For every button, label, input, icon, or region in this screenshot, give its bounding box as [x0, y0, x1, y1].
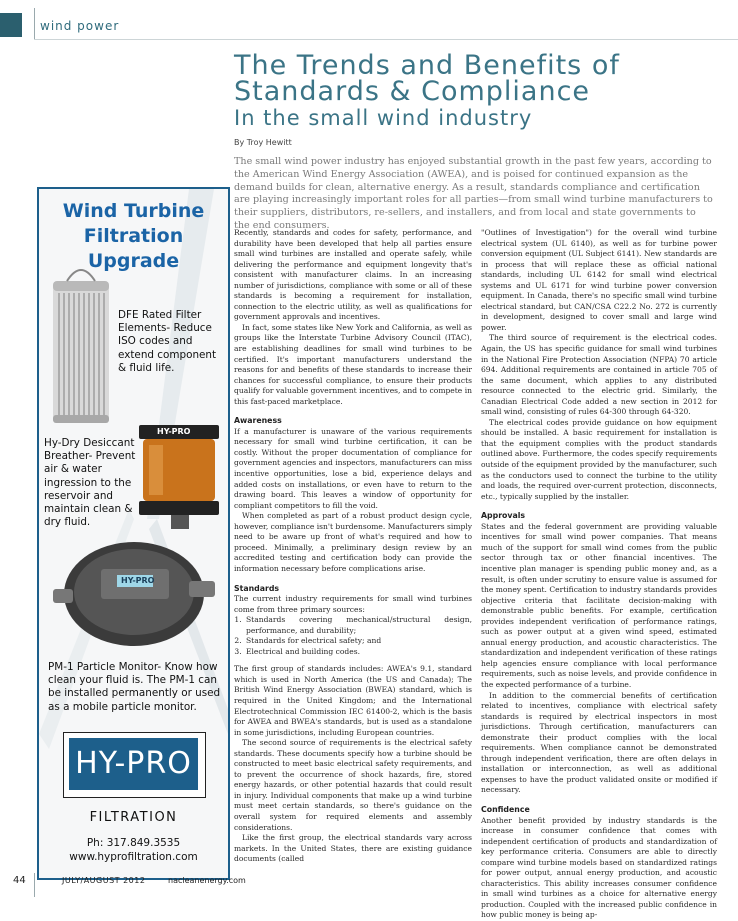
standards-list — [234, 615, 472, 657]
section-color-block — [0, 13, 22, 37]
filter-element-image — [53, 270, 109, 423]
section-heading-confidence: Confidence — [481, 804, 530, 814]
particle-monitor-description: PM-1 Particle Monitor- Know how clean your fluid is. The PM-1 can be installed permanently or used as a mobile particle monitor. — [48, 661, 221, 713]
byline: By Troy Hewitt — [234, 138, 292, 147]
ad-headline: Wind Turbine Filtration Upgrade — [62, 200, 205, 272]
issue-date: JULY/AUGUST 2012 — [62, 876, 146, 885]
magazine-website: nacleanenergy.com — [168, 876, 246, 885]
article-subtitle: In the small wind industry — [234, 106, 533, 130]
header-rule — [34, 39, 738, 40]
intro-paragraph: The small wind power industry has enjoyed substantial growth in the past few years, according to the American Wind Energy Association (AWEA), and is poised for continued expansion as the demand builds for clean, alternative energy. As a result, standards compliance and certification are playing increasingly important roles for all parties—from small wind turbine manufacturers to their suppliers, distributors, re-sellers, and installers, and from local and state governments to the end consumers. — [234, 156, 713, 231]
article-column-1 — [234, 228, 472, 865]
section-heading-awareness: Awareness — [234, 416, 282, 426]
filter-element-description: DFE Rated Filter Elements- Reduce ISO codes and extend component & fluid life. — [118, 309, 217, 374]
paragraph: In fact, some states like New York and California, as well as groups like the Interstate Turbine Advisory Council (ITAC), are establishing deadlines for small wind turbines to be certified. It's important manufacturers understand the reasons for and benefits of these standards to increase their chances for successful compliance, to ensure their products qualify for valuable government incentives, and to compete in this fast-paced marketplace. — [234, 322, 472, 406]
paragraph: The third source of requirement is the electrical codes. Again, the US has specific guidance for small wind turbines in the National Fire Protection Association (NFPA) 70 article 694. Additional requirements are contained in article 705 of the same document, which applies to any distributed resource connected to the electric grid. Similarly, the Canadian Electrical Code added a new section in 2012 for small wind, consisting of rules 64-300 through 64-320. — [481, 333, 717, 417]
paragraph: The current industry requirements for small wind turbines come from three primary sources: — [234, 594, 472, 614]
section-heading-standards: Standards — [234, 583, 280, 593]
paragraph: If a manufacturer is unaware of the various requirements necessary for small wind turbine certification, it can be costly. Without the proper documentation of compliance for government agencies and inspectors, manufacturers can miss incentive opportunities, lose a bid, experience delays and added costs on installations, or even have to return to the drawing board. This leaves a window of opportunity for compliant competitors to fill the void. — [234, 426, 472, 510]
logo-subtitle: FILTRATION — [89, 810, 178, 825]
list-item: 1. Standards covering mechanical/structural design, performance, and durability; — [244, 615, 472, 636]
section-label: wind power — [40, 19, 120, 33]
ad-website-link[interactable]: www.hyprofiltration.com — [69, 851, 198, 863]
list-item: 2. Standards for electrical safety; and — [244, 636, 472, 647]
hy-pro-advertisement[interactable] — [37, 187, 230, 880]
footer-divider — [34, 873, 35, 897]
breather-image — [139, 425, 219, 529]
ad-phone: Ph: 317.849.3535 — [86, 837, 181, 849]
breather-description: Hy-Dry Desiccant Breather- Prevent air & water ingression to the reservoir and maintain clean & dry fluid. — [44, 437, 136, 529]
paragraph: The first group of standards includes: AWEA's 9.1, standard which is used in North America (the US and Canada); The British Wind Energy Association (BWEA) standard, which is required in the United Kingdom; and the International Electrotechnical Commission IEC 61400-2, which is the basis for AWEA and BWEA's standards, but is used as a standalone in some jurisdictions, including European countries. — [234, 664, 472, 737]
monitor-label: HY-PRO — [121, 576, 155, 585]
article-title-line1: The Trends and Benefits of — [234, 50, 620, 81]
header-divider — [34, 8, 35, 40]
logo-wordmark: HY-PRO — [75, 746, 192, 781]
paragraph: Another benefit provided by industry standards is the increase in consumer confidence that comes with independent certification of products and standardization of key performance criteria. Consumers are able to directly compare wind turbine models based on standardized ratings for power output, annual energy production, and acoustic characteristics. This ability increases consumer confidence in small wind turbines as a choice for alternative energy production. Coupled with the increased public confidence in how public money is being ap- — [481, 815, 717, 920]
article-column-2 — [481, 228, 717, 921]
paragraph: States and the federal government are providing valuable incentives for small wind power companies. That means much of the support for small wind comes from the public sector through tax or other financial incentives. The incentive plan manager is spending public money and, as a result, is often under scrutiny to ensure value is assumed for the money spent. Certification to industry standards provides objective criteria that facilitate decision-making with demonstrable public benefits. For example, certification provides independent verification of performance ratings, such as power output at a given wind speed, estimated annual energy production, and acoustic characteristics. The standardization and independent verification of these ratings help agencies ensure compliance with local performance requirements, such as noise levels, and provide confidence in the expected performance of a turbine. — [481, 521, 717, 689]
section-heading-approvals: Approvals — [481, 511, 526, 521]
paragraph: The second source of requirements is the electrical safety standards. These documents specify how a turbine should be constructed to meet basic electrical safety requirements, and to prevent the occurrence of shock hazards, fire, stored energy hazards, or other potential hazards that could result in injury. Individual components that make up a wind turbine must meet certain standards, so there's guidance on the overall system for required elements and assembly considerations. — [234, 738, 472, 832]
paragraph: The electrical codes provide guidance on how equipment should be installed. A basic requirement for installation is that the equipment complies with the product standards outlined above. Furthermore, the codes specify requirements outside of the equipment provided by the manufacturer, such as the conductors used to connect the turbine to the utility and loads, the required over-current protection, disconnects, etc., typically supplied by the installer. — [481, 417, 717, 501]
article-title-line2: Standards & Compliance — [234, 76, 591, 107]
paragraph: Recently, standards and codes for safety, performance, and durability have been developed that help all parties ensure small wind turbines are installed and operate safely, while delivering the performance and equipment longevity that's consistent with manufacturer claims. In an increasing number of jurisdictions, compliance with some or all of these standards is becoming a requirement for installation, connection to the electric utility, as well as qualifications for government approvals and incentives. — [234, 228, 472, 322]
list-item: 3. Electrical and building codes. — [244, 647, 472, 658]
breather-label: HY-PRO — [157, 427, 191, 436]
paragraph: When completed as part of a robust product design cycle, however, compliance isn't burdensome. Manufacturers simply need to be aware up front of what's required and how to proceed. Minimally, a preliminary design review by an accredited testing and certification body can provide the information necessary before complications arise. — [234, 511, 472, 573]
page-number: 44 — [13, 875, 26, 886]
paragraph: Like the first group, the electrical standards vary across markets. In the United States, there are existing guidance documents (called — [234, 833, 472, 864]
paragraph: In addition to the commercial benefits of certification related to incentives, compliance with electrical safety standards is required by electrical inspectors in most jurisdictions. Through certification, manufacturers can demonstrate their product complies with the local requirements. When compliance cannot be demonstrated through independent verification, there are often delays in installation or interconnection, as well as additional expenses to have the product validated onsite or modified if necessary. — [481, 690, 717, 795]
paragraph: "Outlines of Investigation") for the overall wind turbine electrical system (UL 6140), as well as for turbine power conversion equipment (UL Subject 6141). New standards are in process that will replace these as official national standards, including UL 6142 for small wind electrical systems and UL 6171 for wind turbine power conversion equipment. In Canada, there's no specific small wind turbine electrical standard, but CAN/CSA C22.2 No. 272 is currently in development, designed to cover small and large wind power. — [481, 228, 717, 332]
hy-pro-logo — [63, 732, 206, 798]
